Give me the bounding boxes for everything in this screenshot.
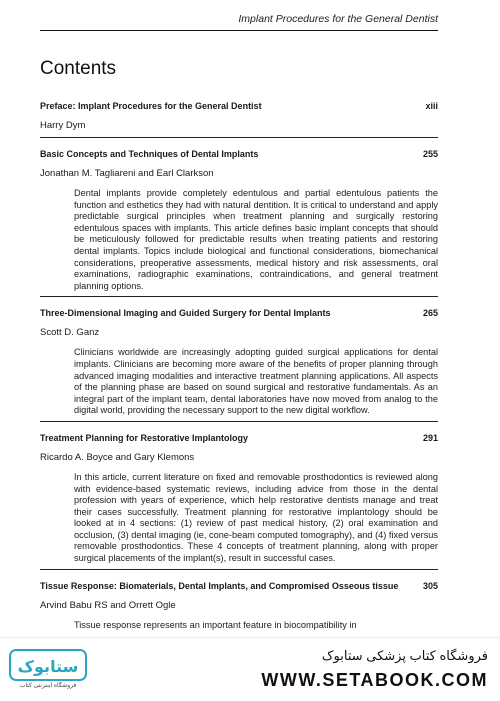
table-of-contents <box>40 99 438 640</box>
entry-title[interactable]: Three-Dimensional Imaging and Guided Surgery for Dental Implants <box>40 308 331 319</box>
entry-abstract: Tissue response represents an important feature in biocompatibility in <box>74 619 357 630</box>
entry-page-number[interactable]: 291 <box>422 432 438 443</box>
toc-entry-tissue-response <box>40 579 438 632</box>
setabook-banner <box>0 637 500 701</box>
entry-authors: Jonathan M. Tagliareni and Earl Clarkson <box>40 168 214 179</box>
header-rule <box>40 30 438 31</box>
entry-page-number[interactable]: xiii <box>425 101 438 111</box>
entry-divider <box>40 421 438 422</box>
toc-entry-treatment-planning <box>40 431 438 570</box>
entry-abstract: In this article, current literature on fixed and removable prosthodontics is reviewed along with evidence-based systematic reviews, including advice from those in the dental profession with years of experience, which help restorative dentists manage and treat their cases successfully. Treatment planning for restorative implantology should be looked at in 4 sections: (1) review of past medical history, (2) oral examination and occlusion, (3) dental imaging (ie, cone-beam computed tomography), and (4) fixed versus removable prosthodontics. These 4 concepts of treatment planning, along with proper surgical placements of the implant(s), result in successful cases. <box>74 471 438 564</box>
entry-divider <box>40 296 438 297</box>
entry-page-number[interactable]: 265 <box>422 308 438 319</box>
shop-url-link[interactable]: WWW.SETABOOK.COM <box>261 670 488 690</box>
entry-divider <box>40 569 438 570</box>
entry-page-number[interactable]: 255 <box>422 149 438 159</box>
entry-page-number[interactable]: 305 <box>422 580 438 591</box>
entry-authors: Scott D. Ganz <box>40 327 100 339</box>
entry-authors: Ricardo A. Boyce and Gary Klemons <box>40 451 195 463</box>
logo-word: ستابوک <box>17 657 79 676</box>
toc-entry-basic-concepts <box>40 147 438 297</box>
toc-entry-3d-imaging <box>40 306 438 422</box>
shop-name: فروشگاه کتاب پزشکی ستابوک <box>321 648 488 663</box>
toc-entry-preface <box>40 99 438 138</box>
entry-authors: Harry Dym <box>40 120 86 131</box>
entry-title[interactable]: Tissue Response: Biomaterials, Dental Implants, and Compromised Osseous tissue <box>40 580 399 591</box>
running-title: Implant Procedures for the General Dentist <box>238 13 438 25</box>
entry-abstract: Clinicians worldwide are increasingly adopting guided surgical applications for dental implants. Clinicians are becoming more aware of the benefits of proper planning through advanced imaging modalities and interactive treatment planning applications. All aspects of the planning phase are based on sound surgical and restorative fundamentals. As an integral part of the implant team, dental laboratories have now moved from analog to the digital world, providing the necessary support to the new digital workflow. <box>74 347 438 416</box>
entry-divider <box>40 137 438 138</box>
entry-authors: Arvind Babu RS and Orrett Ogle <box>40 599 176 611</box>
logo-caption: فروشگاه اینترنتی کتاب <box>19 683 77 689</box>
contents-heading: Contents <box>40 58 117 79</box>
entry-title[interactable]: Preface: Implant Procedures for the General Dentist <box>40 101 262 111</box>
entry-title[interactable]: Treatment Planning for Restorative Implantology <box>40 432 249 443</box>
entry-title[interactable]: Basic Concepts and Techniques of Dental Implants <box>40 149 259 159</box>
entry-abstract: Dental implants provide completely edentulous and partial edentulous patients the function and esthetics they had with natural dentition. It is critical to understand and apply predictable surgical principles when treatment planning and surgically restoring edentulous spaces with implants. This article defines basic implant concepts that should be meticulously followed for predictable results when treating patients and restoring dental implants. Topics include biological and functional considerations, biomechanical considerations, preoperative assessments, medical history and risk assessments, oral examinations, radiographic examinations, contraindications, and general treatment planning options. <box>74 188 438 291</box>
